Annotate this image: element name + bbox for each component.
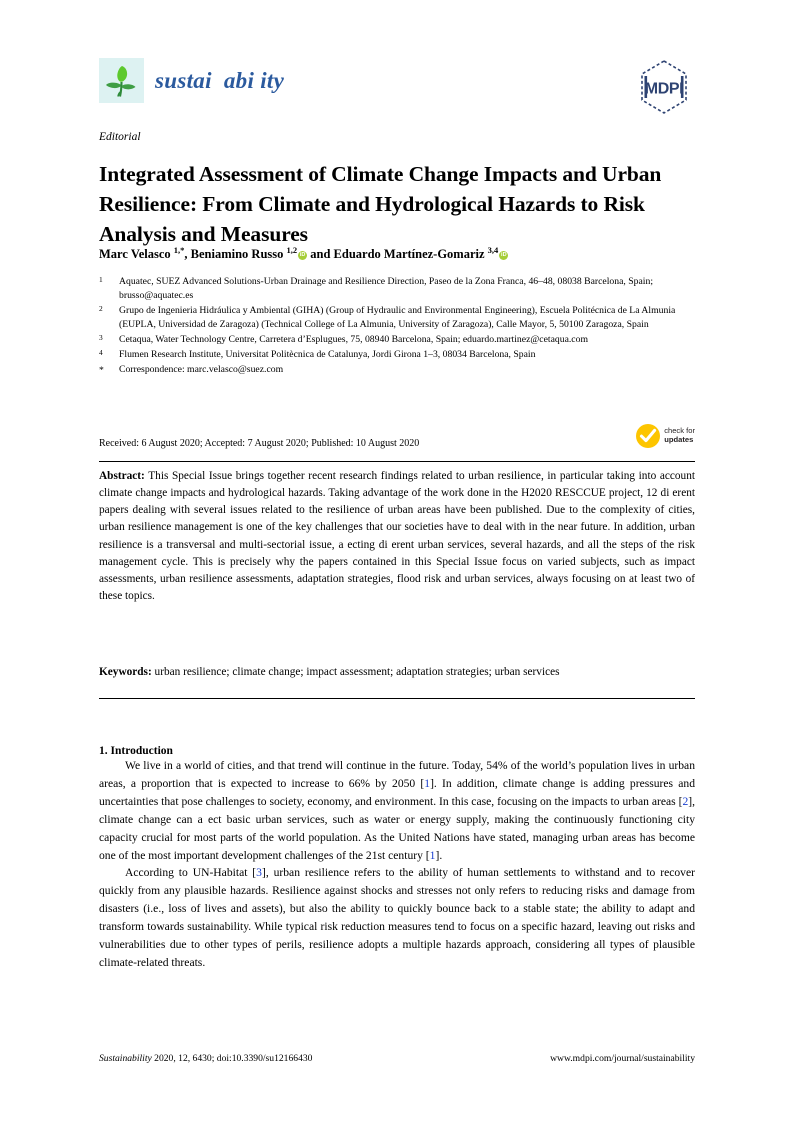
svg-text:MDPI: MDPI bbox=[644, 80, 684, 98]
affiliation-text: Aquatec, SUEZ Advanced Solutions-Urban Drainage and Resilience Direction, Paseo de la Zona Franca, 46–48, 08038 Barcelona, Spain; brusso@aquatec.es bbox=[119, 276, 654, 302]
keywords-block bbox=[99, 664, 695, 681]
affiliation-list bbox=[99, 275, 695, 378]
affiliation-text: Grupo de Ingenieria Hidráulica y Ambiental (GIHA) (Group of Hydraulic and Environmental Engineering), Escuela Politécnica de La Almunia (EUPLA, Universidad de Zaragoza) (Technical College of La Almunia, University of Zaragoza), Calle Mayor, 5, 50100 Zaragoza, Spain bbox=[119, 305, 676, 331]
author-list: Marc Velasco $^{1,*}$, Beniamino Russo $^{1,2}$iD and Eduardo Martínez-Gomariz $^{3,4}$iD bbox=[99, 245, 695, 264]
abstract-divider-top bbox=[99, 461, 695, 462]
affiliation-marker: * bbox=[99, 364, 104, 376]
affiliation-marker: 1 bbox=[99, 275, 103, 284]
affiliation-row bbox=[99, 304, 695, 333]
check-circle-icon bbox=[635, 423, 661, 449]
article-page bbox=[99, 0, 695, 1123]
body-text-run: According to UN-Habitat [ bbox=[125, 866, 257, 880]
abstract-label: Abstract: bbox=[99, 470, 145, 482]
footer-journal-name: Sustainability bbox=[99, 1053, 152, 1064]
mdpi-logo[interactable] bbox=[633, 56, 695, 118]
affiliation-row bbox=[99, 333, 695, 347]
affiliation-row bbox=[99, 348, 695, 362]
journal-title: sustai abi ity bbox=[155, 67, 285, 93]
masthead bbox=[99, 58, 695, 118]
journal-logo[interactable] bbox=[99, 58, 284, 103]
affiliation-marker: 2 bbox=[99, 304, 103, 313]
page-title: Integrated Assessment of Climate Change Impacts and Urban Resilience: From Climate and Hydrological Hazards to Risk Analysis and Measures bbox=[99, 162, 662, 246]
affiliation-marker: 4 bbox=[99, 347, 103, 357]
body-text-run: ], climate change can a ect basic urban services, such as water or energy supply, making the continuously functioning city capacity crucial for most parts of the world population. As the United Nations have stated, managing urban areas has become one of the most important development challenges of the 21st century [ bbox=[99, 794, 695, 862]
check-for-updates-label bbox=[664, 427, 695, 445]
citation-link[interactable]: 1 bbox=[424, 776, 431, 790]
abstract-block bbox=[99, 468, 695, 605]
body-text-run: We live in a world of cities, and that trend will continue in the future. Today, 54% of the world’s population lives in urban areas, a proportion that is expected to increase to 66% by 2050 [ bbox=[99, 759, 695, 790]
page-footer bbox=[99, 1053, 695, 1064]
body-text-run: ], urban resilience refers to the ability of human settlements to withstand and to recover quickly from any plausible hazards. Resilience against shocks and stresses not only refers to reducing risks and damage from disasters (i.e., loss of lives and assets), but also the ability to quickly bounce back to a stable state; the ability to adapt and transform towards sustainability. While typical risk reduction measures tend to focus on a specific hazard, leaving out risks and vulnerabilities due to other types of perils, resilience adopts a multiple hazards approach, considering all types of plausible climate-related threats. bbox=[99, 866, 695, 969]
publication-dates: Received: 6 August 2020; Accepted: 7 August 2020; Published: 10 August 2020 bbox=[99, 438, 420, 449]
article-type: Editorial bbox=[99, 131, 141, 143]
affiliation-row bbox=[99, 363, 695, 378]
paragraph-1 bbox=[99, 757, 695, 864]
footer-citation bbox=[99, 1053, 312, 1064]
affiliation-text: Cetaqua, Water Technology Centre, Carretera d’Esplugues, 75, 08940 Barcelona, Spain; eduardo.martinez@cetaqua.com bbox=[119, 334, 588, 345]
affiliation-text: Flumen Research Institute, Universitat Politècnica de Catalunya, Jordi Girona 1–3, 08034 Barcelona, Spain bbox=[119, 348, 536, 360]
orcid-icon[interactable] bbox=[499, 251, 508, 260]
citation-link[interactable]: 3 bbox=[256, 866, 262, 880]
section-heading-introduction: 1. Introduction bbox=[99, 744, 173, 757]
introduction-body bbox=[99, 757, 695, 972]
citation-link[interactable]: 1 bbox=[429, 848, 436, 862]
check-for-updates-badge[interactable] bbox=[635, 423, 695, 449]
affiliation-marker: 3 bbox=[99, 333, 103, 342]
plant-leaf-icon bbox=[99, 58, 144, 103]
keywords-label: Keywords: bbox=[99, 666, 152, 678]
affiliation-text: Correspondence: marc.velasco@suez.com bbox=[119, 363, 284, 375]
check-updates-line1: check for bbox=[664, 426, 695, 436]
orcid-icon[interactable] bbox=[298, 251, 307, 260]
keywords-divider-bottom bbox=[99, 698, 695, 699]
footer-citation-detail: 2020, 12, 6430; doi:10.3390/su12166430 bbox=[151, 1053, 313, 1064]
paragraph-2 bbox=[99, 864, 695, 971]
body-text-run: ]. In addition, climate change is adding pressures and uncertainties that pose challenges to society, economy, and environment. In this case, focusing on the impacts to urban areas [ bbox=[99, 776, 695, 808]
abstract-text: This Special Issue brings together recent research findings related to urban resilience, in particular taking into account climate change impacts and hydrological hazards. Taking advantage of the work done in the H2020 RESCCUE project, 12 di erent papers dealing with several issues related to the resilience of urban areas have been published. Due to the complexity of cities, urban resilience management is one of the key challenges that our societies have to deal with in the near future. In addition, urban resilience is a transversal and multi-sectorial issue, a ecting di erent urban services, several hazards, and all the steps of the risk management cycle. This is precisely why the papers contained in this Special Issue focus on varied subjects, such as impact assessments, urban resilience assessments, adaptation strategies, flood risk and urban services, always focusing on at least two of these topics. bbox=[99, 470, 695, 603]
body-text-run: ]. bbox=[435, 848, 443, 862]
citation-link[interactable]: 2 bbox=[682, 794, 689, 808]
footer-url[interactable]: www.mdpi.com/journal/sustainability bbox=[550, 1053, 695, 1064]
keywords-text: urban resilience; climate change; impact assessment; adaptation strategies; urban services bbox=[154, 666, 560, 678]
affiliation-row bbox=[99, 275, 695, 304]
check-updates-line2: updates bbox=[664, 435, 694, 444]
